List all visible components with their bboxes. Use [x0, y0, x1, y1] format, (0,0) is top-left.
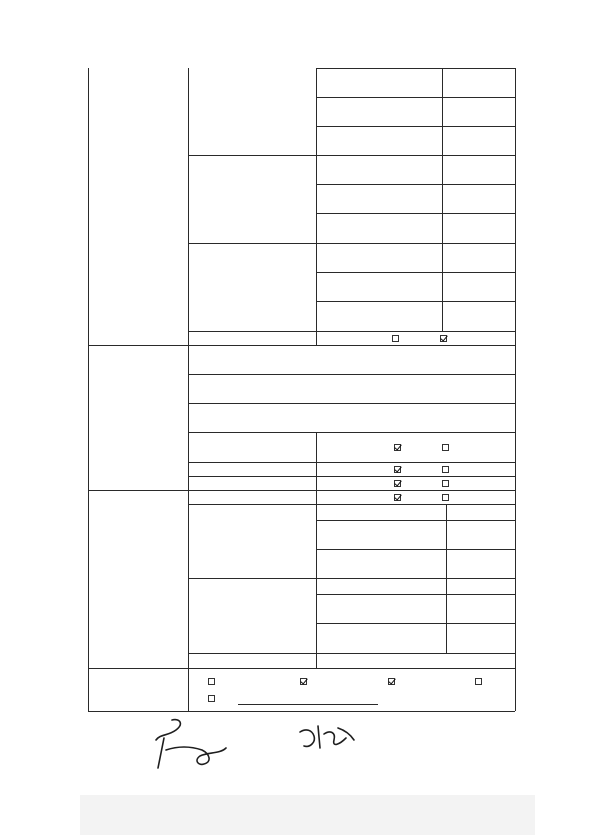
wechat-title	[188, 578, 316, 653]
checkbox-icon[interactable]	[442, 444, 449, 451]
smart-qa-no-option[interactable]	[440, 331, 449, 345]
checkbox-icon[interactable]	[442, 466, 449, 473]
weibo-metric-value	[446, 549, 515, 578]
security-title	[88, 345, 188, 490]
has-mobile-yes-option[interactable]	[394, 490, 403, 504]
security-metric-label	[188, 374, 316, 403]
table-rule	[316, 432, 317, 490]
security-check-2-no-option[interactable]	[442, 476, 451, 490]
checkbox-icon[interactable]	[394, 466, 401, 473]
security-check-label	[188, 462, 316, 476]
weibo-name-label	[316, 504, 446, 520]
table-rule	[238, 704, 378, 705]
security-metric-value	[316, 345, 515, 374]
wechat-metric-label	[316, 623, 446, 653]
survey-metric-value	[442, 213, 515, 243]
smart-qa-yes-option[interactable]	[392, 331, 401, 345]
security-check-0-no-option[interactable]	[442, 432, 451, 462]
checkbox-icon[interactable]	[442, 480, 449, 487]
security-check-label	[188, 476, 316, 490]
checkbox-icon[interactable]	[208, 678, 215, 685]
survey-metric-value	[442, 155, 515, 184]
interview-metric-label	[316, 301, 442, 331]
table-rule	[515, 68, 516, 711]
checkbox-icon[interactable]	[394, 480, 401, 487]
security-check-1-yes-option[interactable]	[394, 462, 403, 476]
smart-qa-label	[188, 331, 316, 345]
head-signature	[150, 716, 230, 776]
security-check-0-yes-option[interactable]	[394, 432, 403, 462]
metric-value	[442, 126, 515, 155]
weibo-name-value	[446, 504, 515, 520]
security-metric-value	[316, 374, 515, 403]
table-rule	[316, 331, 317, 345]
security-metric-label	[188, 345, 316, 374]
security-check-2-yes-option[interactable]	[394, 476, 403, 490]
wechat-metric-value	[446, 594, 515, 623]
metric-label	[316, 97, 442, 126]
weibo-title	[188, 504, 316, 578]
has-mobile-no-option[interactable]	[442, 490, 451, 504]
checkbox-icon[interactable]	[208, 695, 215, 702]
innovation-title	[88, 668, 188, 711]
mobile-title	[88, 490, 188, 668]
metric-value	[442, 68, 515, 97]
scan-margin	[80, 795, 535, 835]
metric-label	[316, 126, 442, 155]
checkbox-icon[interactable]	[388, 678, 395, 685]
survey-metric-label	[316, 155, 442, 184]
interview-title	[188, 243, 316, 331]
wechat-metric-value	[446, 623, 515, 653]
innovation-option[interactable]	[300, 675, 309, 688]
interview-metric-label	[316, 243, 442, 272]
interview-metric-value	[442, 272, 515, 301]
table-rule	[88, 711, 515, 712]
wechat-metric-label	[316, 594, 446, 623]
security-metric-label	[188, 403, 316, 432]
mobile-other-label	[188, 653, 316, 668]
checkbox-icon[interactable]	[394, 444, 401, 451]
checkbox-icon[interactable]	[300, 678, 307, 685]
interview-metric-value	[442, 243, 515, 272]
weibo-metric-label	[316, 520, 446, 549]
mobile-other-value	[316, 653, 515, 668]
security-check-1-no-option[interactable]	[442, 462, 451, 476]
innovation-option[interactable]	[388, 675, 397, 688]
wechat-name-value	[446, 578, 515, 594]
security-metric-value	[316, 403, 515, 432]
survey-metric-label	[316, 213, 442, 243]
weibo-metric-value	[446, 520, 515, 549]
metric-value	[442, 97, 515, 126]
checkbox-icon[interactable]	[394, 494, 401, 501]
survey-title	[188, 155, 316, 243]
innovation-option[interactable]	[208, 692, 217, 705]
interview-metric-label	[316, 272, 442, 301]
survey-metric-value	[442, 184, 515, 213]
innovation-option[interactable]	[475, 675, 484, 688]
has-mobile-label	[188, 490, 316, 504]
checkbox-icon[interactable]	[442, 494, 449, 501]
weibo-metric-label	[316, 549, 446, 578]
interview-metric-value	[442, 301, 515, 331]
checkbox-icon[interactable]	[392, 335, 399, 342]
reviewer-signature	[296, 720, 356, 754]
checkbox-icon[interactable]	[475, 678, 482, 685]
security-check-label	[188, 432, 316, 462]
checkbox-icon[interactable]	[440, 335, 447, 342]
survey-metric-label	[316, 184, 442, 213]
metric-label	[316, 68, 442, 97]
innovation-option[interactable]	[208, 675, 217, 688]
wechat-name-label	[316, 578, 446, 594]
